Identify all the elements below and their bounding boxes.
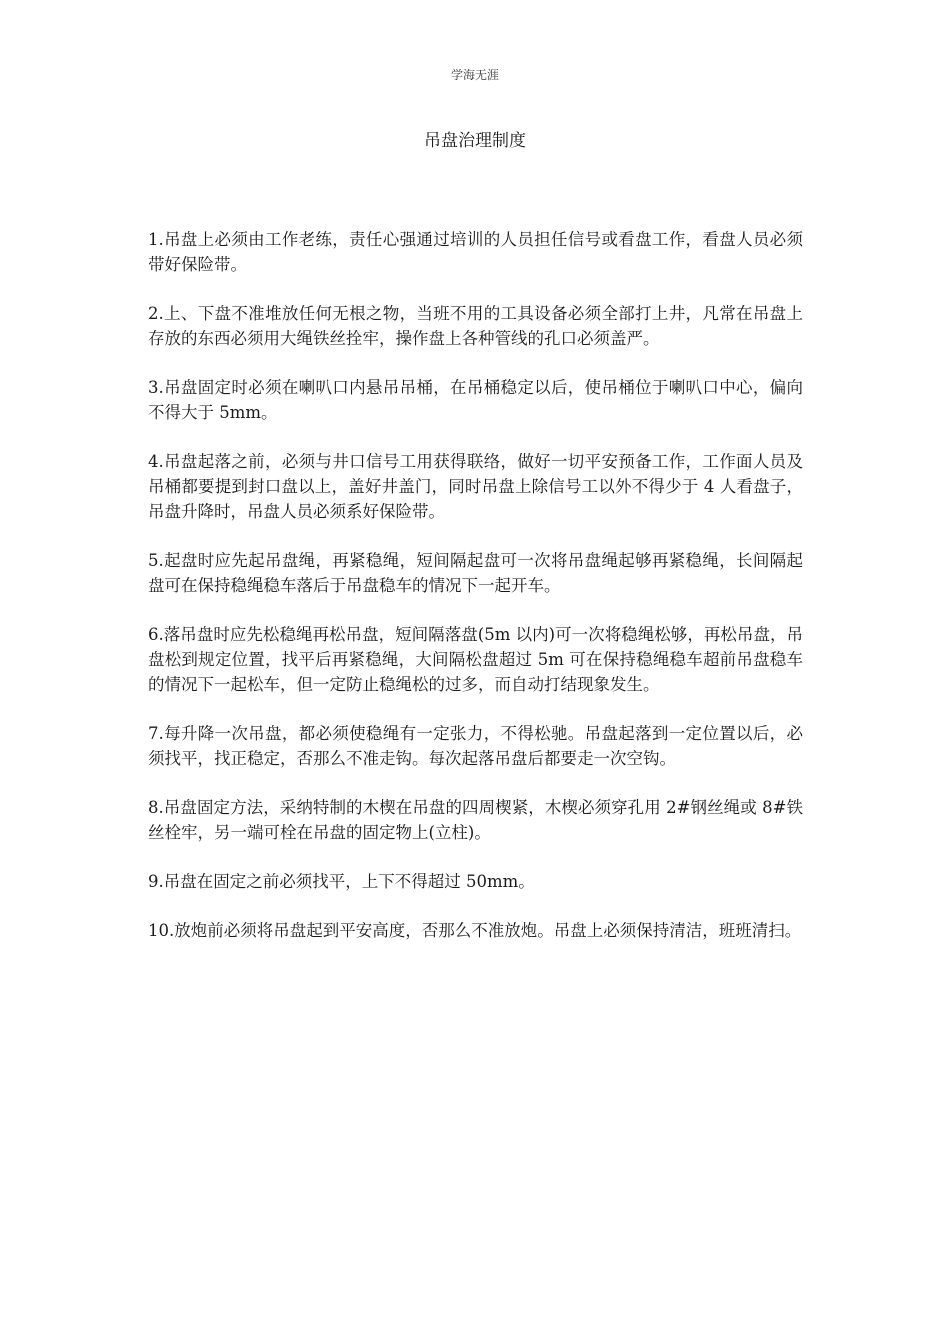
paragraph-10: 10.放炮前必须将吊盘起到平安高度，否那么不准放炮。吊盘上必须保持清洁，班班清扫。 (148, 921, 802, 940)
page-header: 学海无涯 (450, 68, 499, 82)
paragraph-8: 8.吊盘固定方法，采纳特制的木楔在吊盘的四周楔紧，木楔必须穿孔用 2#钢丝绳或 8#铁丝栓牢，另一端可栓在吊盘的固定物上(立柱)。 (148, 798, 803, 842)
paragraph-1: 1.吊盘上必须由工作老练，责任心强通过培训的人员担任信号或看盘工作，看盘人员必须带好保险带。 (148, 230, 803, 274)
paragraph-4: 4.吊盘起落之前，必须与井口信号工用获得联络，做好一切平安预备工作，工作面人员及吊桶都要提到封口盘以上，盖好井盖门，同时吊盘上除信号工以外不得少于 4 人看盘子，吊盘升降时，吊盘人员必须系好保险带。 (148, 452, 803, 521)
paragraph-3: 3.吊盘固定时必须在喇叭口内悬吊吊桶，在吊桶稳定以后，使吊桶位于喇叭口中心，偏向不得大于 5mm。 (148, 378, 803, 422)
paragraph-7: 7.每升降一次吊盘，都必须使稳绳有一定张力，不得松驰。吊盘起落到一定位置以后，必须找平，找正稳定，否那么不准走钩。每次起落吊盘后都要走一次空钩。 (148, 724, 803, 768)
paragraph-5: 5.起盘时应先起吊盘绳，再紧稳绳，短间隔起盘可一次将吊盘绳起够再紧稳绳，长间隔起盘可在保持稳绳稳车落后于吊盘稳车的情况下一起开车。 (148, 551, 803, 595)
paragraph-6: 6.落吊盘时应先松稳绳再松吊盘，短间隔落盘(5m 以内)可一次将稳绳松够，再松吊盘，吊盘松到规定位置，找平后再紧稳绳，大间隔松盘超过 5m 可在保持稳绳稳车超前吊盘稳车的情况下一起松车，但一定防止稳绳松的过多，而自动打结现象发生。 (148, 625, 803, 694)
document-body (148, 227, 803, 967)
paragraph-2: 2.上、下盘不准堆放任何无根之物，当班不用的工具设备必须全部打上井，凡常在吊盘上存放的东西必须用大绳铁丝拴牢，操作盘上各种管线的孔口必须盖严。 (148, 304, 803, 348)
paragraph-9: 9.吊盘在固定之前必须找平，上下不得超过 50mm。 (148, 872, 535, 891)
document-title: 吊盘治理制度 (424, 131, 526, 151)
